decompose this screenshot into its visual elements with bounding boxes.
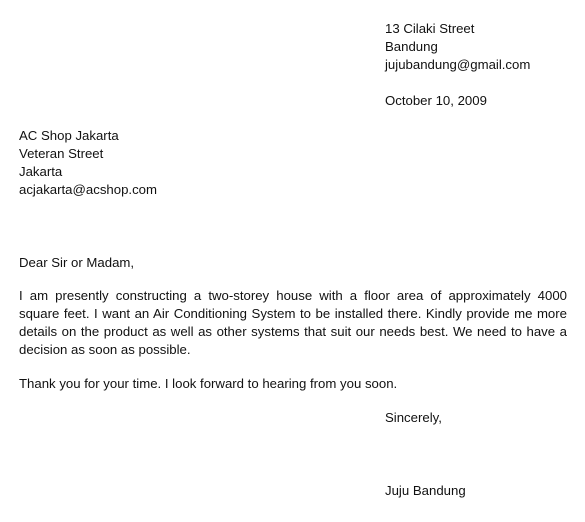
recipient-name: AC Shop Jakarta bbox=[19, 128, 119, 143]
body-line: decision as soon as possible. bbox=[19, 342, 191, 357]
body-line: I am presently constructing a two-storey house with a floor area of approximately 4000 bbox=[19, 288, 567, 303]
recipient-street: Veteran Street bbox=[19, 146, 104, 161]
body-line: details on the product as well as other systems that suit our needs best. We need to have a bbox=[19, 324, 567, 339]
complimentary-close: Sincerely, bbox=[385, 410, 442, 425]
closing-sentence: Thank you for your time. I look forward to hearing from you soon. bbox=[19, 376, 398, 391]
body-line: square feet. I want an Air Conditioning System to be installed there. Kindly provide me more bbox=[19, 306, 567, 321]
sender-street: 13 Cilaki Street bbox=[385, 21, 475, 36]
recipient-email: acjakarta@acshop.com bbox=[19, 182, 157, 197]
sender-city: Bandung bbox=[385, 39, 438, 54]
recipient-city: Jakarta bbox=[19, 164, 63, 179]
signature-name: Juju Bandung bbox=[385, 483, 466, 498]
letter-date: October 10, 2009 bbox=[385, 93, 487, 108]
salutation: Dear Sir or Madam, bbox=[19, 255, 135, 270]
sender-email: jujubandung@gmail.com bbox=[385, 57, 531, 72]
